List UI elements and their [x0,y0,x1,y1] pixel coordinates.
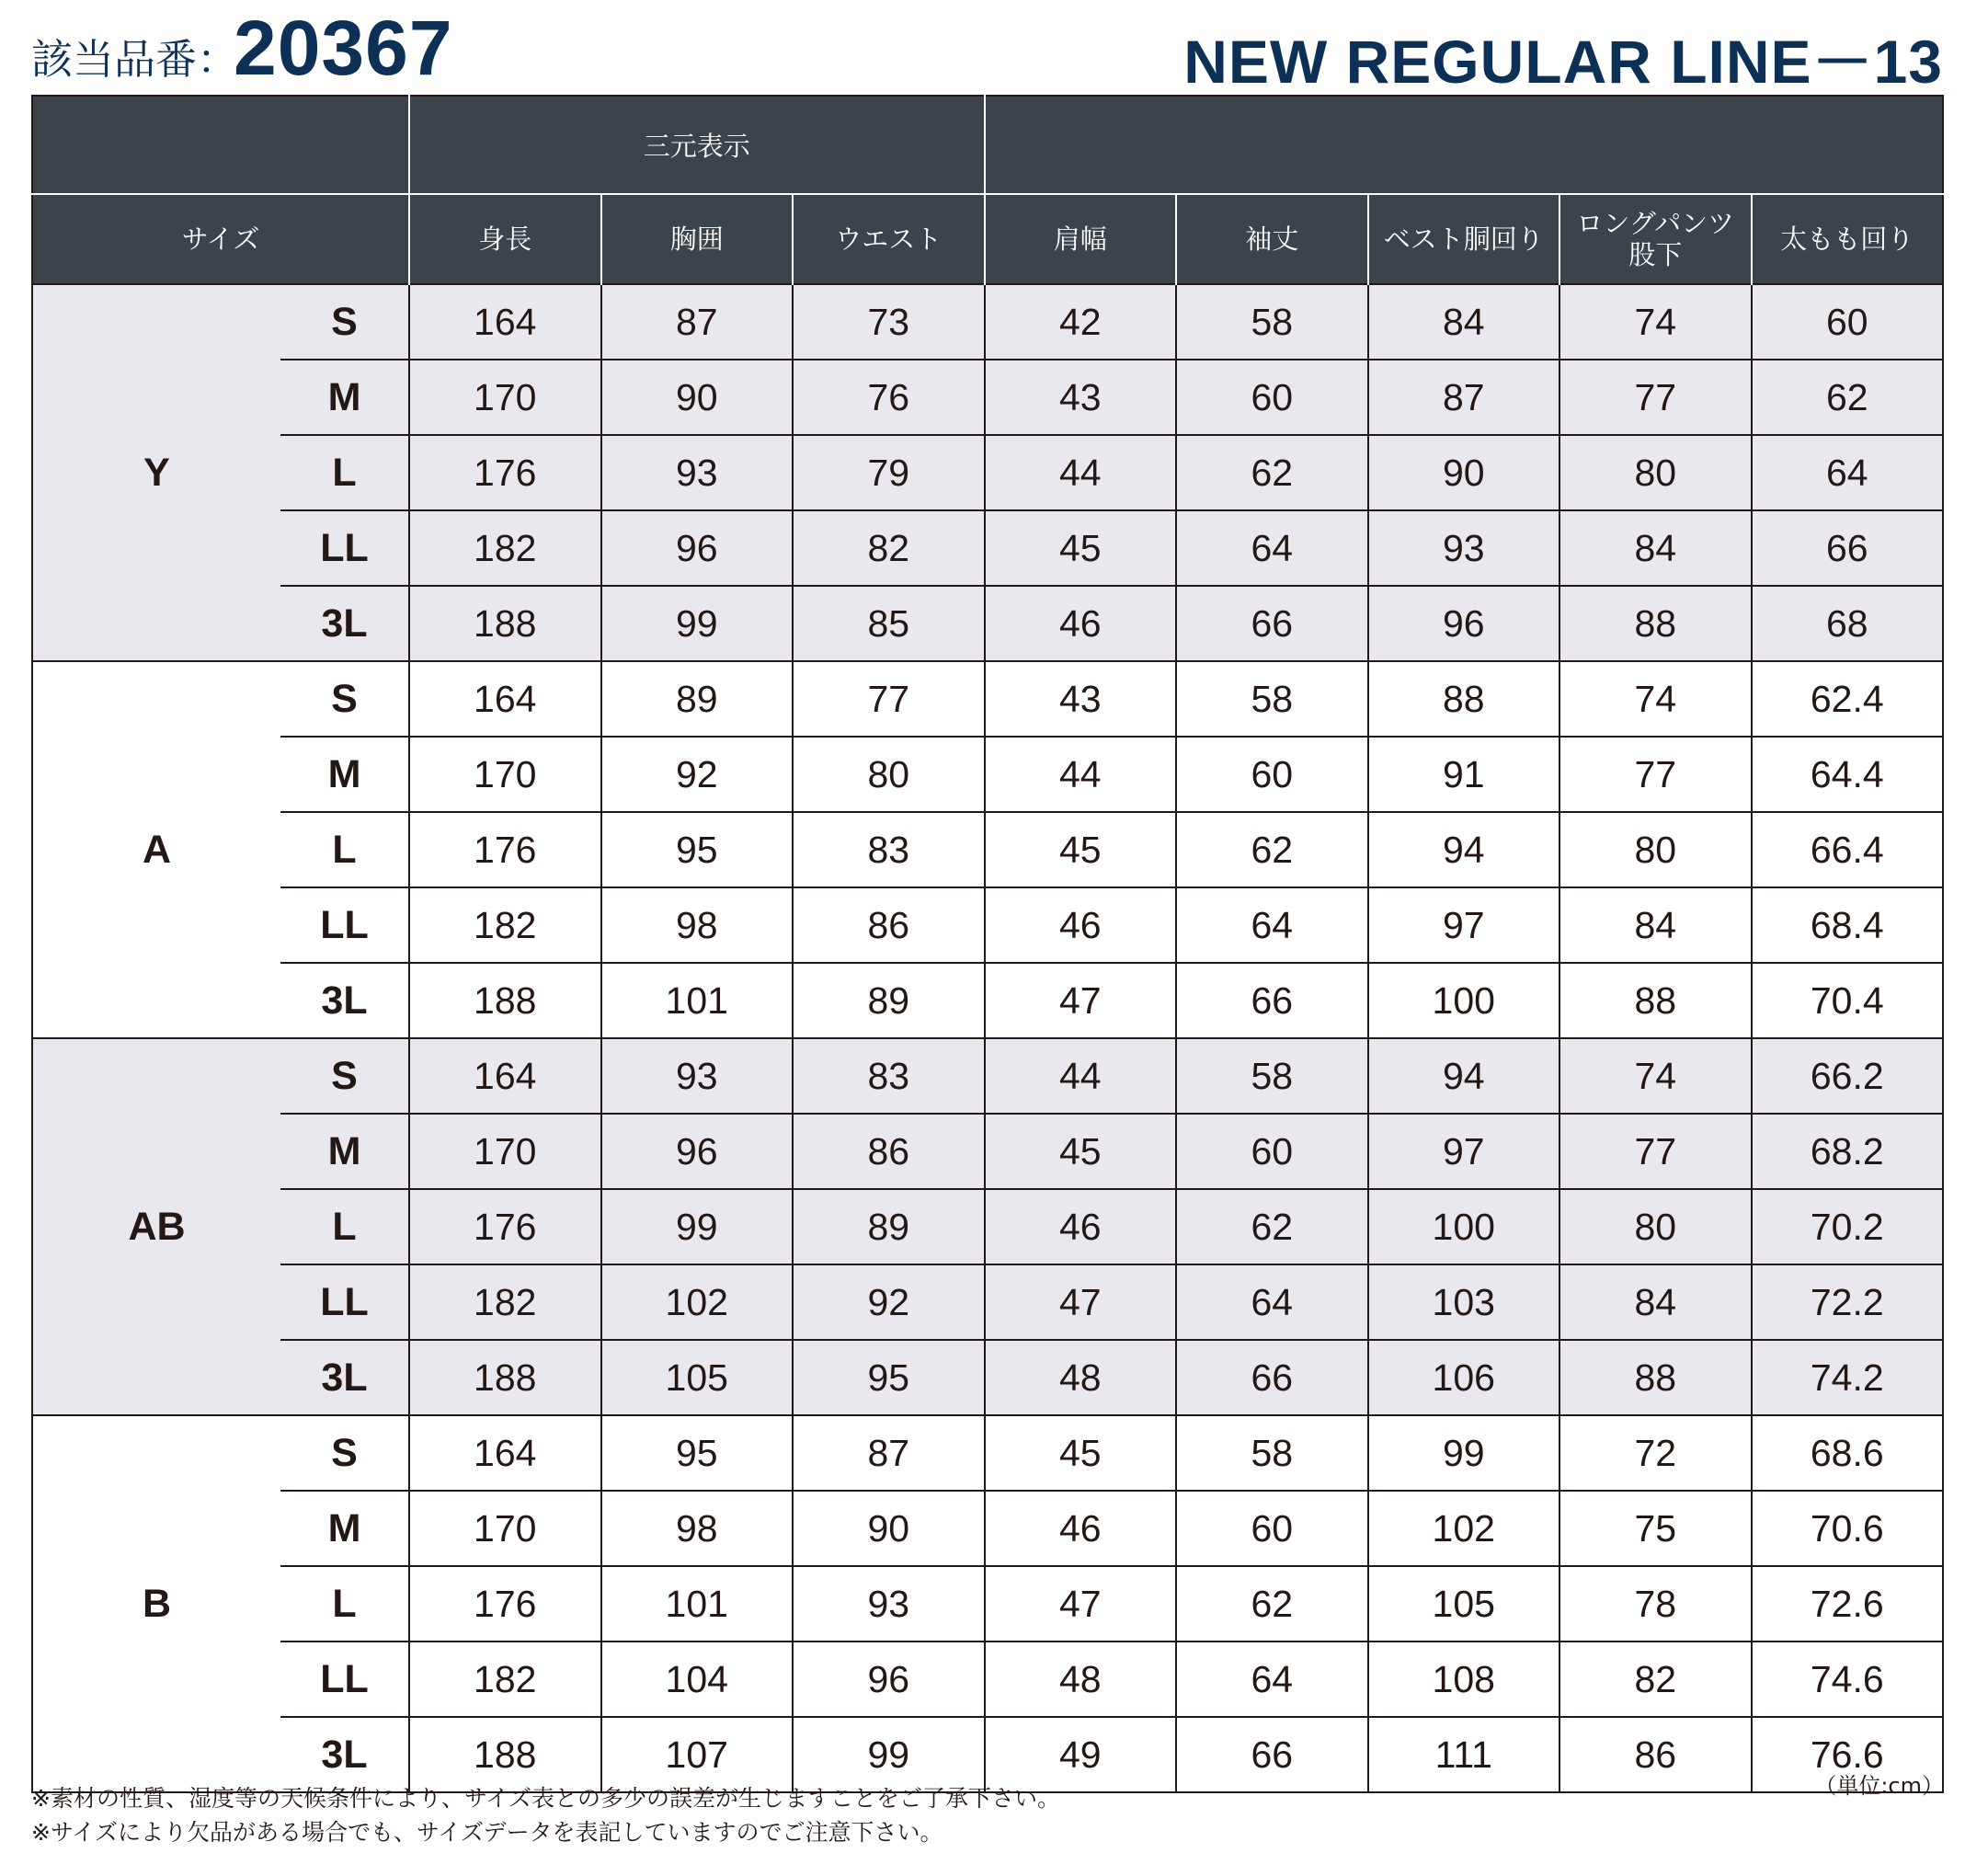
measurement-cell: 86 [793,887,985,963]
table-row [32,887,1943,963]
measurement-cell: 96 [1368,586,1560,661]
measurement-cell: 101 [601,1566,794,1642]
measurement-cell: 188 [409,1717,601,1792]
measurement-cell: 93 [793,1566,985,1642]
measurement-cell: 176 [409,812,601,887]
measurement-cell: 99 [1368,1415,1560,1491]
measurement-cell: 75 [1559,1491,1752,1566]
measurement-cell: 83 [793,812,985,887]
table-row [32,1114,1943,1189]
measurement-cell: 48 [985,1642,1177,1717]
size-label: M [280,360,409,435]
measurement-cell: 80 [1559,812,1752,887]
measurement-cell: 93 [601,435,794,510]
measurement-cell: 98 [601,887,794,963]
size-label: M [280,737,409,812]
measurement-cell: 95 [793,1340,985,1415]
notes [31,1781,1060,1849]
measurement-cell: 80 [793,737,985,812]
measurement-cell: 68.6 [1752,1415,1944,1491]
measurement-cell: 98 [601,1491,794,1566]
header-height: 身長 [409,194,601,284]
measurement-cell: 70.6 [1752,1491,1944,1566]
measurement-cell: 80 [1559,435,1752,510]
group-a [32,661,1943,1038]
measurement-cell: 182 [409,510,601,586]
measurement-cell: 72.6 [1752,1566,1944,1642]
header-long-pants-line1: ロングパンツ [1576,208,1735,239]
measurement-cell: 88 [1559,586,1752,661]
measurement-cell: 182 [409,1264,601,1340]
measurement-cell: 74 [1559,661,1752,737]
size-label: S [280,284,409,360]
measurement-cell: 82 [793,510,985,586]
measurement-cell: 47 [985,1264,1177,1340]
measurement-cell: 62.4 [1752,661,1944,737]
table-row [32,435,1943,510]
measurement-cell: 66 [1176,1717,1368,1792]
measurement-cell: 84 [1559,1264,1752,1340]
measurement-cell: 47 [985,963,1177,1038]
measurement-cell: 68.4 [1752,887,1944,963]
measurement-cell: 89 [793,963,985,1038]
measurement-cell: 58 [1176,661,1368,737]
measurement-cell: 90 [601,360,794,435]
measurement-cell: 72 [1559,1415,1752,1491]
measurement-cell: 100 [1368,1189,1560,1264]
size-label: M [280,1114,409,1189]
size-label: S [280,661,409,737]
measurement-cell: 88 [1368,661,1560,737]
size-label: S [280,1415,409,1491]
measurement-cell: 45 [985,1114,1177,1189]
measurement-cell: 105 [601,1340,794,1415]
measurement-cell: 84 [1559,887,1752,963]
table-row [32,661,1943,737]
table-row [32,963,1943,1038]
measurement-cell: 87 [1368,360,1560,435]
size-table [31,95,1944,1793]
measurement-cell: 44 [985,1038,1177,1114]
measurement-cell: 188 [409,963,601,1038]
measurement-cell: 164 [409,1415,601,1491]
measurement-cell: 111 [1368,1717,1560,1792]
measurement-cell: 94 [1368,812,1560,887]
measurement-cell: 70.4 [1752,963,1944,1038]
series-title: NEW REGULAR LINE－13 [1183,28,1943,96]
product-number-label: 該当品番： [31,35,239,84]
measurement-cell: 92 [793,1264,985,1340]
measurement-cell: 87 [601,284,794,360]
measurement-cell: 76.6 [1752,1717,1944,1792]
measurement-cell: 182 [409,1642,601,1717]
header-corner [32,96,409,194]
measurement-cell: 66.4 [1752,812,1944,887]
measurement-cell: 74.6 [1752,1642,1944,1717]
measurement-cell: 170 [409,1114,601,1189]
measurement-cell: 164 [409,284,601,360]
measurement-cell: 74.2 [1752,1340,1944,1415]
group-b [32,1415,1943,1792]
body-type-label: A [32,661,280,1038]
measurement-cell: 58 [1176,1415,1368,1491]
measurement-cell: 66 [1176,586,1368,661]
measurement-cell: 46 [985,1491,1177,1566]
table-row [32,1340,1943,1415]
size-label: 3L [280,1717,409,1792]
size-label: L [280,1189,409,1264]
measurement-cell: 66 [1752,510,1944,586]
measurement-cell: 46 [985,1189,1177,1264]
measurement-cell: 101 [601,963,794,1038]
size-label: 3L [280,963,409,1038]
measurement-cell: 72.2 [1752,1264,1944,1340]
measurement-cell: 74 [1559,1038,1752,1114]
size-table-header [32,96,1943,284]
measurement-cell: 99 [601,1189,794,1264]
measurement-cell: 66 [1176,963,1368,1038]
measurement-cell: 104 [601,1642,794,1717]
measurement-cell: 62 [1176,1566,1368,1642]
measurement-cell: 43 [985,661,1177,737]
table-row [32,1566,1943,1642]
measurement-cell: 64.4 [1752,737,1944,812]
measurement-cell: 47 [985,1566,1177,1642]
table-row [32,737,1943,812]
measurement-cell: 68.2 [1752,1114,1944,1189]
measurement-cell: 85 [793,586,985,661]
measurement-cell: 77 [1559,360,1752,435]
measurement-cell: 64 [1176,1264,1368,1340]
measurement-cell: 45 [985,812,1177,887]
table-row [32,1642,1943,1717]
measurement-cell: 60 [1752,284,1944,360]
measurement-cell: 58 [1176,284,1368,360]
body-type-label: Y [32,284,280,661]
measurement-cell: 45 [985,510,1177,586]
table-row [32,1415,1943,1491]
measurement-cell: 76 [793,360,985,435]
measurement-cell: 64 [1176,1642,1368,1717]
header-vest-waist: ベスト胴回り [1368,194,1560,284]
size-label: 3L [280,586,409,661]
measurement-cell: 86 [1559,1717,1752,1792]
measurement-cell: 102 [1368,1491,1560,1566]
measurement-cell: 77 [1559,737,1752,812]
measurement-cell: 100 [1368,963,1560,1038]
measurement-cell: 170 [409,1491,601,1566]
measurement-cell: 44 [985,737,1177,812]
table-row [32,510,1943,586]
measurement-cell: 74 [1559,284,1752,360]
header-shoulder: 肩幅 [985,194,1177,284]
measurement-cell: 86 [793,1114,985,1189]
measurement-cell: 60 [1176,360,1368,435]
measurement-cell: 60 [1176,1491,1368,1566]
table-row [32,360,1943,435]
measurement-cell: 62 [1176,812,1368,887]
size-label: L [280,435,409,510]
measurement-cell: 43 [985,360,1177,435]
note-line: ※サイズにより欠品がある場合でも、サイズデータを表記していますのでご注意下さい。 [31,1819,943,1846]
group-ab [32,1038,1943,1415]
measurement-cell: 188 [409,586,601,661]
header-size: サイズ [32,194,409,284]
measurement-cell: 107 [601,1717,794,1792]
measurement-cell: 82 [1559,1642,1752,1717]
measurement-cell: 77 [1559,1114,1752,1189]
size-label: LL [280,510,409,586]
measurement-cell: 182 [409,887,601,963]
measurement-cell: 99 [793,1717,985,1792]
measurement-cell: 42 [985,284,1177,360]
measurement-cell: 95 [601,812,794,887]
table-row [32,1189,1943,1264]
group-y [32,284,1943,661]
measurement-cell: 188 [409,1340,601,1415]
body-type-label: AB [32,1038,280,1415]
measurement-cell: 93 [601,1038,794,1114]
measurement-cell: 64 [1176,887,1368,963]
header-chest: 胸囲 [601,194,794,284]
measurement-cell: 45 [985,1415,1177,1491]
measurement-cell: 60 [1176,737,1368,812]
measurement-cell: 77 [793,661,985,737]
measurement-cell: 44 [985,435,1177,510]
measurement-cell: 58 [1176,1038,1368,1114]
header-waist: ウエスト [793,194,985,284]
header-blank [985,96,1944,194]
measurement-cell: 103 [1368,1264,1560,1340]
measurement-cell: 84 [1368,284,1560,360]
page-header [31,0,1943,96]
size-label: LL [280,1264,409,1340]
measurement-cell: 80 [1559,1189,1752,1264]
body-type-label: B [32,1415,280,1792]
measurement-cell: 96 [793,1642,985,1717]
measurement-cell: 170 [409,737,601,812]
measurement-cell: 92 [601,737,794,812]
measurement-cell: 49 [985,1717,1177,1792]
measurement-cell: 99 [601,586,794,661]
measurement-cell: 64 [1176,510,1368,586]
table-row [32,284,1943,360]
measurement-cell: 62 [1176,1189,1368,1264]
size-label: M [280,1491,409,1566]
measurement-cell: 62 [1176,435,1368,510]
measurement-cell: 88 [1559,963,1752,1038]
measurement-cell: 108 [1368,1642,1560,1717]
measurement-cell: 66 [1176,1340,1368,1415]
table-row [32,1038,1943,1114]
note-line: ※素材の性質、湿度等の天候条件により、サイズ表との多少の誤差が生じますことをご了承下さい。 [31,1785,1060,1812]
measurement-cell: 89 [793,1189,985,1264]
measurement-cell: 90 [793,1491,985,1566]
measurement-cell: 48 [985,1340,1177,1415]
measurement-cell: 170 [409,360,601,435]
measurement-cell: 96 [601,1114,794,1189]
unit-label: （単位:cm） [1814,1773,1944,1799]
measurement-cell: 91 [1368,737,1560,812]
measurement-cell: 89 [601,661,794,737]
measurement-cell: 106 [1368,1340,1560,1415]
measurement-cell: 46 [985,586,1177,661]
header-three-dim: 三元表示 [409,96,985,194]
measurement-cell: 87 [793,1415,985,1491]
measurement-cell: 62 [1752,360,1944,435]
measurement-cell: 73 [793,284,985,360]
measurement-cell: 66.2 [1752,1038,1944,1114]
header-thigh: 太もも回り [1752,194,1944,284]
size-label: L [280,812,409,887]
table-row [32,1491,1943,1566]
header-sleeve: 袖丈 [1176,194,1368,284]
measurement-cell: 93 [1368,510,1560,586]
measurement-cell: 105 [1368,1566,1560,1642]
measurement-cell: 78 [1559,1566,1752,1642]
table-row [32,586,1943,661]
measurement-cell: 84 [1559,510,1752,586]
size-label: L [280,1566,409,1642]
table-row [32,1264,1943,1340]
measurement-cell: 102 [601,1264,794,1340]
measurement-cell: 68 [1752,586,1944,661]
measurement-cell: 176 [409,1189,601,1264]
header-long-pants-line2: 股下 [1628,239,1683,270]
measurement-cell: 70.2 [1752,1189,1944,1264]
size-label: LL [280,887,409,963]
measurement-cell: 164 [409,1038,601,1114]
measurement-cell: 97 [1368,1114,1560,1189]
measurement-cell: 88 [1559,1340,1752,1415]
measurement-cell: 164 [409,661,601,737]
measurement-cell: 95 [601,1415,794,1491]
measurement-cell: 79 [793,435,985,510]
measurement-cell: 176 [409,435,601,510]
table-row [32,812,1943,887]
measurement-cell: 90 [1368,435,1560,510]
measurement-cell: 64 [1752,435,1944,510]
size-label: S [280,1038,409,1114]
product-number: 20367 [234,5,453,91]
measurement-cell: 83 [793,1038,985,1114]
size-label: 3L [280,1340,409,1415]
measurement-cell: 60 [1176,1114,1368,1189]
measurement-cell: 176 [409,1566,601,1642]
size-label: LL [280,1642,409,1717]
measurement-cell: 97 [1368,887,1560,963]
measurement-cell: 94 [1368,1038,1560,1114]
measurement-cell: 46 [985,887,1177,963]
measurement-cell: 96 [601,510,794,586]
header-long-pants-inseam [1559,194,1752,284]
